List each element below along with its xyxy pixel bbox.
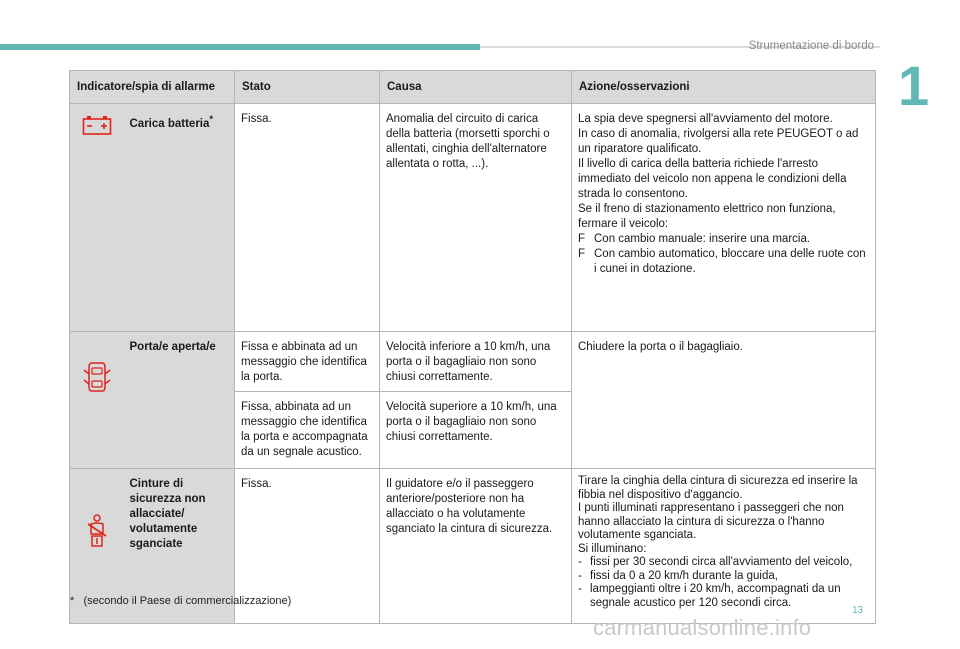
stato-cell: Fissa.	[235, 469, 380, 624]
header-accent-bar	[0, 44, 480, 50]
causa-cell: Velocità superiore a 10 km/h, una porta o il bagagliaio non sono chiusi correttamente.	[380, 392, 572, 469]
azione-cell: Tirare la cinghia della cintura di sicurezza ed inserire la fibbia nel dispositivo d'aggancio. I punti illuminati rappresentano i passeggeri che non hanno allacciato la cintura di sicurezza o l'hanno volutamente sganciata. Si illuminano: - fissi per 30 secondi circa all'avviamento del veicolo, - fissi da 0 a 20 km/h durante la guida, - lampeggianti oltre i 20 km/h, accompagnati da un segnale acustico per 120 secondi circa.	[572, 469, 876, 624]
list-item: - fissi per 30 secondi circa all'avviamento del veicolo,	[578, 556, 853, 568]
indicator-name: Cinture di sicurezza non allacciate/ volutamente sganciate	[124, 469, 235, 624]
footnote: * (secondo il Paese di commercializzazione)	[70, 595, 292, 607]
door-icon-cell	[70, 332, 124, 469]
indicator-name: Porta/e aperta/e	[124, 332, 235, 469]
battery-icon-cell	[70, 104, 124, 332]
watermark: carmanualsonline.info	[593, 615, 812, 640]
column-header-azione: Azione/osservazioni	[572, 71, 876, 104]
column-header-indicator: Indicatore/spia di allarme	[70, 71, 235, 104]
door-open-icon	[83, 360, 111, 394]
indicator-name: Carica batteria*	[124, 104, 235, 332]
table-header-row	[70, 71, 876, 104]
page-number: 13	[852, 605, 864, 616]
table-row	[70, 104, 876, 332]
list-item: - fissi da 0 a 20 km/h durante la guida,	[578, 569, 778, 582]
stato-cell: Fissa, abbinata ad un messaggio che identifica la porta e accompagnata da un segnale acustico.	[235, 392, 380, 469]
list-item: F Con cambio automatico, bloccare una delle ruote con i cunei in dotazione.	[578, 248, 866, 275]
column-header-causa: Causa	[380, 71, 572, 104]
column-header-stato: Stato	[235, 71, 380, 104]
section-title: Strumentazione di bordo	[748, 40, 874, 52]
azione-cell: Chiudere la porta o il bagagliaio.	[572, 332, 876, 469]
stato-cell: Fissa.	[235, 104, 380, 332]
warning-lights-table	[69, 70, 876, 624]
causa-cell: Anomalia del circuito di carica della batteria (morsetti sporchi o allentati, cinghia dell'alternatore allentata o rotta, ...).	[380, 104, 572, 332]
list-item: F Con cambio manuale: inserire una marcia.	[578, 233, 811, 245]
list-item: - lampeggianti oltre i 20 km/h, accompagnati da un segnale acustico per 120 secondi circa.	[578, 583, 841, 609]
causa-cell: Velocità inferiore a 10 km/h, una porta o il bagagliaio non sono chiusi correttamente.	[380, 332, 572, 392]
seatbelt-icon	[84, 514, 110, 548]
azione-cell: La spia deve spegnersi all'avviamento del motore. In caso di anomalia, rivolgersi alla rete PEUGEOT o ad un riparatore qualificato. Il livello di carica della batteria richiede l'arresto immediato del veicolo non appena le condizioni della strada lo consentono. Se il freno di stazionamento elettrico non funziona, fermare il veicolo: F Con cambio manuale: inserire una marcia. F Con cambio automatico, bloccare una delle ruote con i cunei in dotazione.	[572, 104, 876, 332]
causa-cell: Il guidatore e/o il passeggero anteriore/posteriore non ha allacciato o ha volutamente sganciato la cintura di sicurezza.	[380, 469, 572, 624]
table-row	[70, 332, 876, 392]
battery-icon	[82, 114, 112, 136]
chapter-number: 1	[898, 54, 930, 117]
stato-cell: Fissa e abbinata ad un messaggio che identifica la porta.	[235, 332, 380, 392]
